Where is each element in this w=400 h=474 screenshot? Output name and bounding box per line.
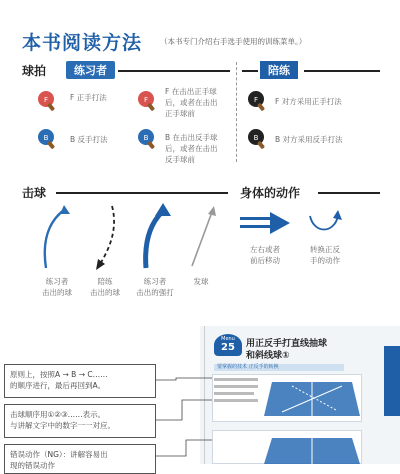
svg-text:F: F	[143, 96, 149, 104]
practitioner-ball-arrow-icon	[40, 202, 74, 272]
callout-sequence: 击球顺序用①②③……表示。 与讲解文字中的数字一一对应。	[4, 404, 156, 438]
black-forehand-paddle-icon	[246, 90, 268, 112]
forehand-paddle-icon	[136, 90, 158, 112]
power-shot-arrow-icon	[138, 202, 172, 272]
callout-order: 原则上，按照A → B → C…… 的顺序进行，最后再回到A。	[4, 364, 156, 398]
racket-section-rule	[118, 70, 230, 72]
menu-number: 25	[221, 342, 235, 353]
move-arrow-icon	[240, 212, 290, 236]
black-backhand-paddle-icon	[246, 128, 268, 150]
svg-text:B: B	[143, 134, 149, 142]
text-line-placeholder	[214, 378, 258, 381]
svg-text:F: F	[43, 96, 49, 104]
body-section-label: 身体的动作	[240, 186, 301, 200]
backhand-paddle-icon	[136, 128, 158, 150]
shot-section-rule	[56, 192, 228, 194]
callout-ng: 错误动作（NG）：讲解容易出 现的错误动作	[4, 444, 156, 474]
serve-label: 发球	[193, 277, 209, 286]
table-diagram-icon	[262, 434, 362, 464]
svg-text:F: F	[253, 96, 259, 104]
racket-section-label: 球拍	[22, 64, 47, 78]
svg-text:B: B	[43, 134, 49, 142]
partner-backhand-label: B 对方采用反手打法	[275, 135, 343, 144]
text-line-placeholder	[214, 392, 254, 395]
sample-heading: 用正反手打直线抽球 和斜线球①	[246, 339, 328, 361]
page-title: 本书阅读方法	[22, 32, 143, 54]
power-shot-label: 练习者 击出的强打	[136, 277, 174, 297]
practitioner-ball-label: 练习者 击出的球	[42, 277, 72, 297]
body-section-rule	[318, 192, 380, 194]
side-tab	[384, 346, 400, 416]
partner-chip: 陪练	[260, 61, 298, 79]
serve-arrow-icon	[186, 202, 220, 272]
partner-ball-arrow-icon	[88, 202, 122, 272]
section-divider	[236, 62, 237, 162]
backhand-timing-text: B 在击出反手球 后，或者在击出 反手球前	[165, 133, 218, 164]
partner-ball-label: 陪练 击出的球	[90, 277, 120, 297]
partner-forehand-label: F 对方采用正手打法	[275, 97, 342, 106]
partner-rule-left	[242, 70, 258, 72]
text-line-placeholder	[214, 385, 258, 388]
forehand-paddle-icon	[36, 90, 58, 112]
menu-tag: Menu	[221, 336, 235, 342]
forehand-timing-text: F 在击出正手球 后，或者在击出 正手球前	[165, 87, 218, 118]
svg-text:B: B	[253, 134, 259, 142]
sample-sub-bar: 要掌握的技术 正反手的转换	[214, 364, 344, 371]
backhand-label: B 反手打法	[70, 135, 108, 144]
backhand-paddle-icon	[36, 128, 58, 150]
practitioner-chip: 练习者	[66, 61, 115, 79]
callout-connectors	[156, 370, 216, 464]
forehand-label: F 正手打法	[70, 93, 107, 102]
switch-hand-arrow-icon	[306, 208, 342, 238]
page-subtitle: （本书专门介绍右手选手使用的训练菜单。）	[160, 37, 307, 46]
table-diagram-icon	[262, 376, 362, 420]
switch-hand-label: 转换正反 手的动作	[310, 245, 340, 265]
shot-section-label: 击球	[22, 186, 47, 200]
text-line-placeholder	[214, 399, 258, 402]
move-label: 左右或者 前后移动	[250, 245, 280, 265]
partner-rule-right	[304, 70, 380, 72]
